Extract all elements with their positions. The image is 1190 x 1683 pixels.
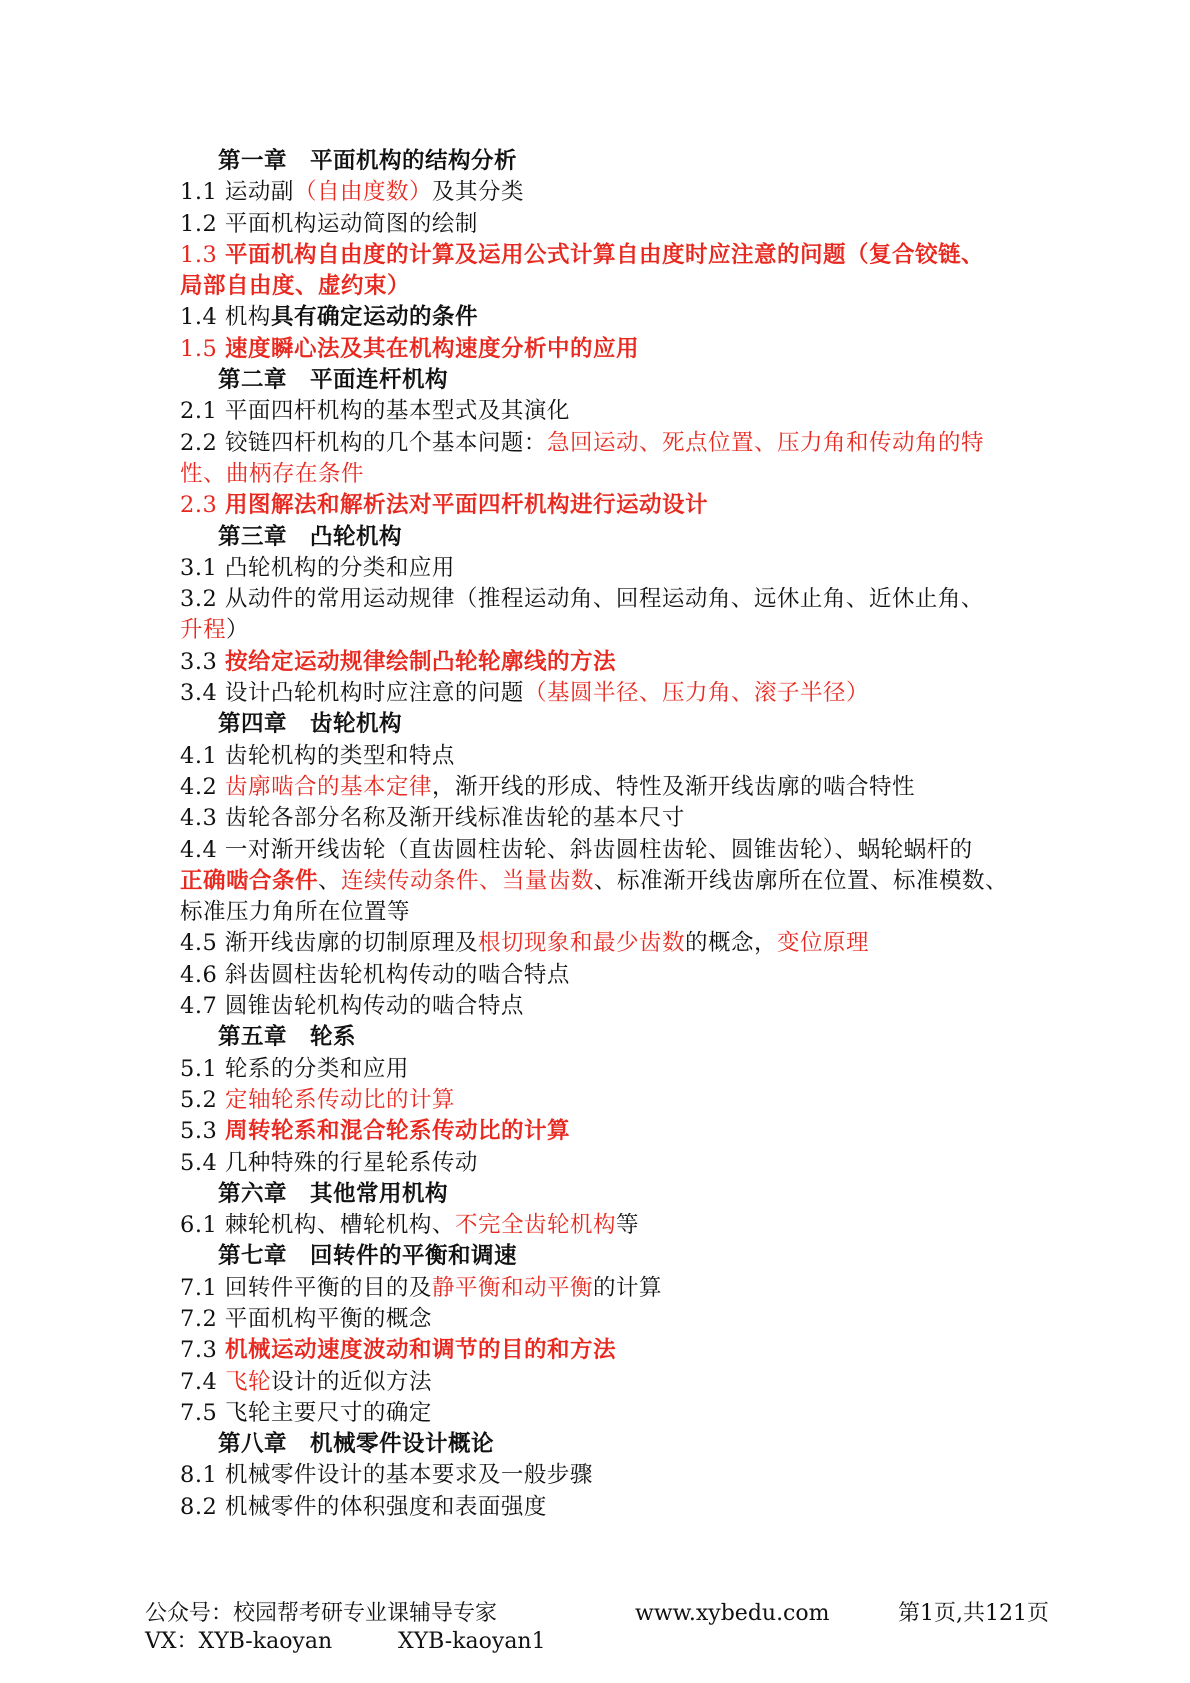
highlighted-text: 按给定运动规律绘制凸轮轮廓线的方法 — [224, 648, 616, 675]
highlighted-text: 升程 — [180, 617, 227, 644]
outline-item — [180, 1335, 1040, 1366]
outline-item — [180, 490, 1040, 521]
outline-item — [180, 866, 1040, 897]
outline-item — [180, 1085, 1040, 1116]
text-segment: ） — [226, 617, 250, 644]
outline-item — [180, 209, 1040, 240]
outline-item — [180, 302, 1040, 333]
highlighted-text: 静平衡和动平衡 — [431, 1274, 593, 1301]
highlighted-text: 局部自由度、虚约束） — [180, 273, 411, 300]
text-segment: 7.2 平面机构平衡的概念 — [180, 1305, 432, 1332]
highlighted-text: 平面机构自由度的计算及运用公式计算自由度时应注意的问题（复合铰链、 — [224, 241, 984, 268]
text-segment: 4.5 渐开线齿廓的切制原理及 — [180, 930, 478, 957]
outline-item — [180, 1148, 1040, 1179]
text-segment: 的概念， — [684, 930, 777, 957]
highlighted-text: 飞轮 — [224, 1368, 271, 1395]
highlighted-text: 连续传动条件、当量齿数 — [341, 867, 595, 894]
outline-item — [180, 741, 1040, 772]
outline-content — [180, 146, 1040, 1523]
outline-item — [180, 647, 1040, 678]
outline-item — [180, 1398, 1040, 1429]
text-segment: 4.2 — [180, 773, 225, 800]
outline-item — [180, 584, 1040, 615]
highlighted-text: （自由度数） — [293, 179, 432, 206]
text-segment: 7.5 飞轮主要尺寸的确定 — [180, 1399, 432, 1426]
footer-wechat-id-2: XYB-kaoyan1 — [398, 1629, 546, 1654]
highlighted-text: 急回运动、死点位置、压力角和传动角的特 — [546, 429, 984, 456]
outline-item — [180, 1054, 1040, 1085]
highlighted-text: 定轴轮系传动比的计算 — [224, 1086, 455, 1113]
text-segment: 的计算 — [592, 1274, 662, 1301]
text-segment: 第七章 回转件的平衡和调速 — [218, 1243, 518, 1270]
outline-item — [180, 772, 1040, 803]
text-segment: 第八章 机械零件设计概论 — [218, 1431, 495, 1458]
text-segment: 7.3 — [180, 1337, 225, 1364]
text-segment: 第二章 平面连杆机构 — [218, 367, 449, 394]
text-segment: 第六章 其他常用机构 — [218, 1180, 449, 1207]
text-segment: ，渐开线的形成、特性及渐开线齿廓的啮合特性 — [431, 773, 915, 800]
highlighted-text: 根切现象和最少齿数 — [477, 930, 685, 957]
outline-item — [180, 1460, 1040, 1491]
outline-item — [180, 553, 1040, 584]
text-segment: 4.7 圆锥齿轮机构传动的啮合特点 — [180, 993, 524, 1020]
text-segment: 4.6 斜齿圆柱齿轮机构传动的啮合特点 — [180, 961, 570, 988]
text-segment: 1.2 平面机构运动简图的绘制 — [180, 210, 478, 237]
text-segment: 3.3 — [180, 648, 225, 675]
highlighted-text: 1.5 — [180, 335, 225, 362]
outline-item — [180, 991, 1040, 1022]
text-segment: 5.2 — [180, 1086, 225, 1113]
text-segment: 4.4 一对渐开线齿轮（直齿圆柱齿轮、斜齿圆柱齿轮、圆锥齿轮）、蜗轮蜗杆的 — [180, 836, 973, 863]
text-segment: 第四章 齿轮机构 — [218, 711, 403, 738]
highlighted-text: 1.3 — [180, 241, 225, 268]
outline-item — [180, 928, 1040, 959]
text-segment: 5.3 — [180, 1118, 225, 1145]
chapter-heading — [180, 365, 1040, 396]
outline-item — [180, 428, 1040, 459]
text-segment: 3.2 从动件的常用运动规律（推程运动角、回程运动角、远休止角、近休止角、 — [180, 586, 984, 613]
chapter-heading — [180, 1429, 1040, 1460]
text-segment: 5.1 轮系的分类和应用 — [180, 1055, 409, 1082]
text-segment: 7.4 — [180, 1368, 225, 1395]
chapter-heading — [180, 1179, 1040, 1210]
text-segment: 6.1 棘轮机构、槽轮机构、 — [180, 1212, 455, 1239]
text-segment: 3.1 凸轮机构的分类和应用 — [180, 554, 455, 581]
chapter-heading — [180, 1022, 1040, 1053]
outline-item — [180, 240, 1040, 271]
footer-account: 公众号：校园帮考研专业课辅导专家 — [145, 1601, 498, 1626]
outline-item — [180, 177, 1040, 208]
footer-wechat-id: VX：XYB-kaoyan — [145, 1629, 333, 1654]
text-segment: 1.4 机构 — [180, 304, 271, 331]
chapter-heading — [180, 1241, 1040, 1272]
chapter-heading — [180, 709, 1040, 740]
highlighted-text: 不完全齿轮机构 — [454, 1212, 616, 1239]
outline-item — [180, 459, 1040, 490]
footer-page-number: 第1页,共121页 — [898, 1601, 1049, 1626]
highlighted-text: 速度瞬心法及其在机构速度分析中的应用 — [224, 335, 639, 362]
highlighted-text: 正确啮合条件 — [180, 867, 319, 894]
outline-item — [180, 1304, 1040, 1335]
outline-item — [180, 1273, 1040, 1304]
highlighted-text: 性、曲柄存在条件 — [180, 460, 365, 487]
outline-item — [180, 678, 1040, 709]
text-segment: 第五章 轮系 — [218, 1024, 357, 1051]
outline-item — [180, 1492, 1040, 1523]
text-segment: 4.1 齿轮机构的类型和特点 — [180, 742, 455, 769]
outline-item — [180, 835, 1040, 866]
highlighted-text: （基圆半径、压力角、滚子半径） — [523, 680, 869, 707]
text-segment: 、 — [318, 867, 342, 894]
highlighted-text: 2.3 — [180, 492, 225, 519]
text-segment: 7.1 回转件平衡的目的及 — [180, 1274, 432, 1301]
outline-item — [180, 615, 1040, 646]
outline-item — [180, 803, 1040, 834]
text-segment: 2.2 铰链四杆机构的几个基本问题： — [180, 429, 547, 456]
outline-item — [180, 960, 1040, 991]
text-segment: 3.4 设计凸轮机构时应注意的问题 — [180, 680, 524, 707]
highlighted-text: 变位原理 — [776, 930, 869, 957]
outline-item — [180, 1116, 1040, 1147]
text-segment: 及其分类 — [431, 179, 524, 206]
highlighted-text: 机械运动速度波动和调节的目的和方法 — [224, 1337, 616, 1364]
text-segment: 4.3 齿轮各部分名称及渐开线标准齿轮的基本尺寸 — [180, 805, 685, 832]
text-segment: 、标准渐开线齿廓所在位置、标准模数、 — [594, 867, 1009, 894]
chapter-heading — [180, 146, 1040, 177]
outline-item — [180, 396, 1040, 427]
outline-item — [180, 334, 1040, 365]
text-segment: 8.2 机械零件的体积强度和表面强度 — [180, 1493, 547, 1520]
text-segment: 8.1 机械零件设计的基本要求及一般步骤 — [180, 1462, 593, 1489]
text-segment: 设计的近似方法 — [270, 1368, 432, 1395]
text-segment: 具有确定运动的条件 — [270, 304, 478, 331]
outline-item — [180, 1367, 1040, 1398]
outline-item — [180, 271, 1040, 302]
text-segment: 第三章 凸轮机构 — [218, 523, 403, 550]
text-segment: 标准压力角所在位置等 — [180, 899, 411, 926]
text-segment: 2.1 平面四杆机构的基本型式及其演化 — [180, 398, 570, 425]
highlighted-text: 周转轮系和混合轮系传动比的计算 — [224, 1118, 570, 1145]
highlighted-text: 齿廓啮合的基本定律 — [224, 773, 432, 800]
chapter-heading — [180, 522, 1040, 553]
text-segment: 等 — [615, 1212, 639, 1239]
text-segment: 5.4 几种特殊的行星轮系传动 — [180, 1149, 478, 1176]
text-segment: 第一章 平面机构的结构分析 — [218, 148, 518, 174]
footer-website-link[interactable]: www.xybedu.com — [635, 1601, 830, 1626]
outline-item — [180, 897, 1040, 928]
outline-item — [180, 1210, 1040, 1241]
highlighted-text: 用图解法和解析法对平面四杆机构进行运动设计 — [224, 492, 708, 519]
text-segment: 1.1 运动副 — [180, 179, 294, 206]
